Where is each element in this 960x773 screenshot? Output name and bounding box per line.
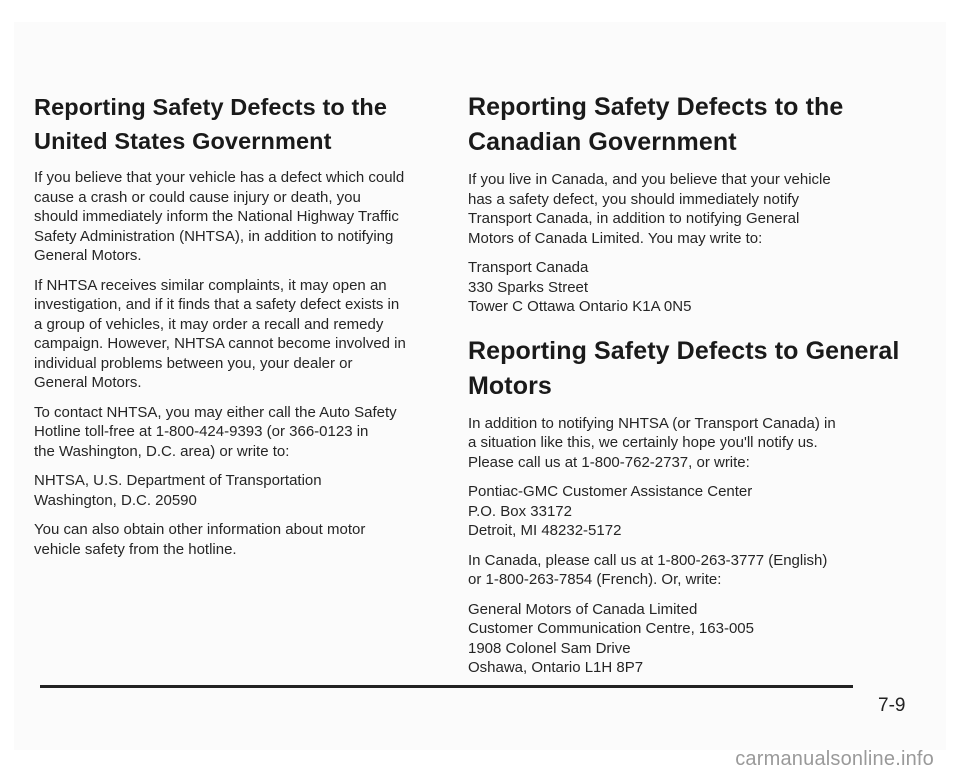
manual-page [14, 22, 946, 750]
footer-rule [40, 685, 853, 688]
paragraph-canada-defect: If you live in Canada, and you believe that your vehicle has a safety defect, you should immediately notify Transport Canada, in addition to notifying General Motors of Canada Limited. You may write to: [468, 171, 831, 247]
section-heading-us-government: Reporting Safety Defects to the United States Government [34, 94, 388, 154]
address-pontiac-gmc: Pontiac-GMC Customer Assistance Center P.O. Box 33172 Detroit, MI 48232-5172 [468, 483, 753, 539]
address-nhtsa: NHTSA, U.S. Department of Transportation Washington, D.C. 20590 [34, 472, 322, 509]
paragraph-hotline-info: You can also obtain other information about motor vehicle safety from the hotline. [34, 521, 366, 558]
paragraph-nhtsa-complaints: If NHTSA receives similar complaints, it may open an investigation, and if it finds that a safety defect exists in a group of vehicles, it may order a recall and remedy campaign. However, NHTSA cannot become involved in individual problems between you, your dealer or General Motors. [34, 276, 406, 391]
paragraph-canada-phone: In Canada, please call us at 1-800-263-3777 (English) or 1-800-263-7854 (French). Or, write: [468, 551, 828, 588]
page-number: 7-9 [878, 695, 906, 716]
paragraph-believe-defect: If you believe that your vehicle has a defect which could cause a crash or could cause injury or death, you should immediately inform the National Highway Traffic Safety Administration (NHTSA), in addition to notifying General Motors. [34, 169, 405, 264]
watermark: carmanualsonline.info [735, 748, 934, 770]
right-column [468, 90, 938, 688]
section-heading-canadian-government: Reporting Safety Defects to the Canadian Government [468, 93, 844, 156]
paragraph-notify-gm: In addition to notifying NHTSA (or Transport Canada) in a situation like this, we certainly hope you'll notify us. Please call us at 1-800-762-2737, or write: [468, 414, 836, 471]
address-transport-canada: Transport Canada 330 Sparks Street Tower C Ottawa Ontario K1A 0N5 [468, 259, 692, 315]
address-gm-canada: General Motors of Canada Limited Customer Communication Centre, 163-005 1908 Colonel Sam Drive Oshawa, Ontario L1H 8P7 [468, 600, 754, 676]
left-column [34, 90, 474, 569]
section-heading-general-motors: Reporting Safety Defects to General Motors [468, 336, 900, 400]
paragraph-contact-nhtsa: To contact NHTSA, you may either call the Auto Safety Hotline toll-free at 1-800-424-9393 (or 366-0123 in the Washington, D.C. area) or write to: [34, 403, 397, 460]
